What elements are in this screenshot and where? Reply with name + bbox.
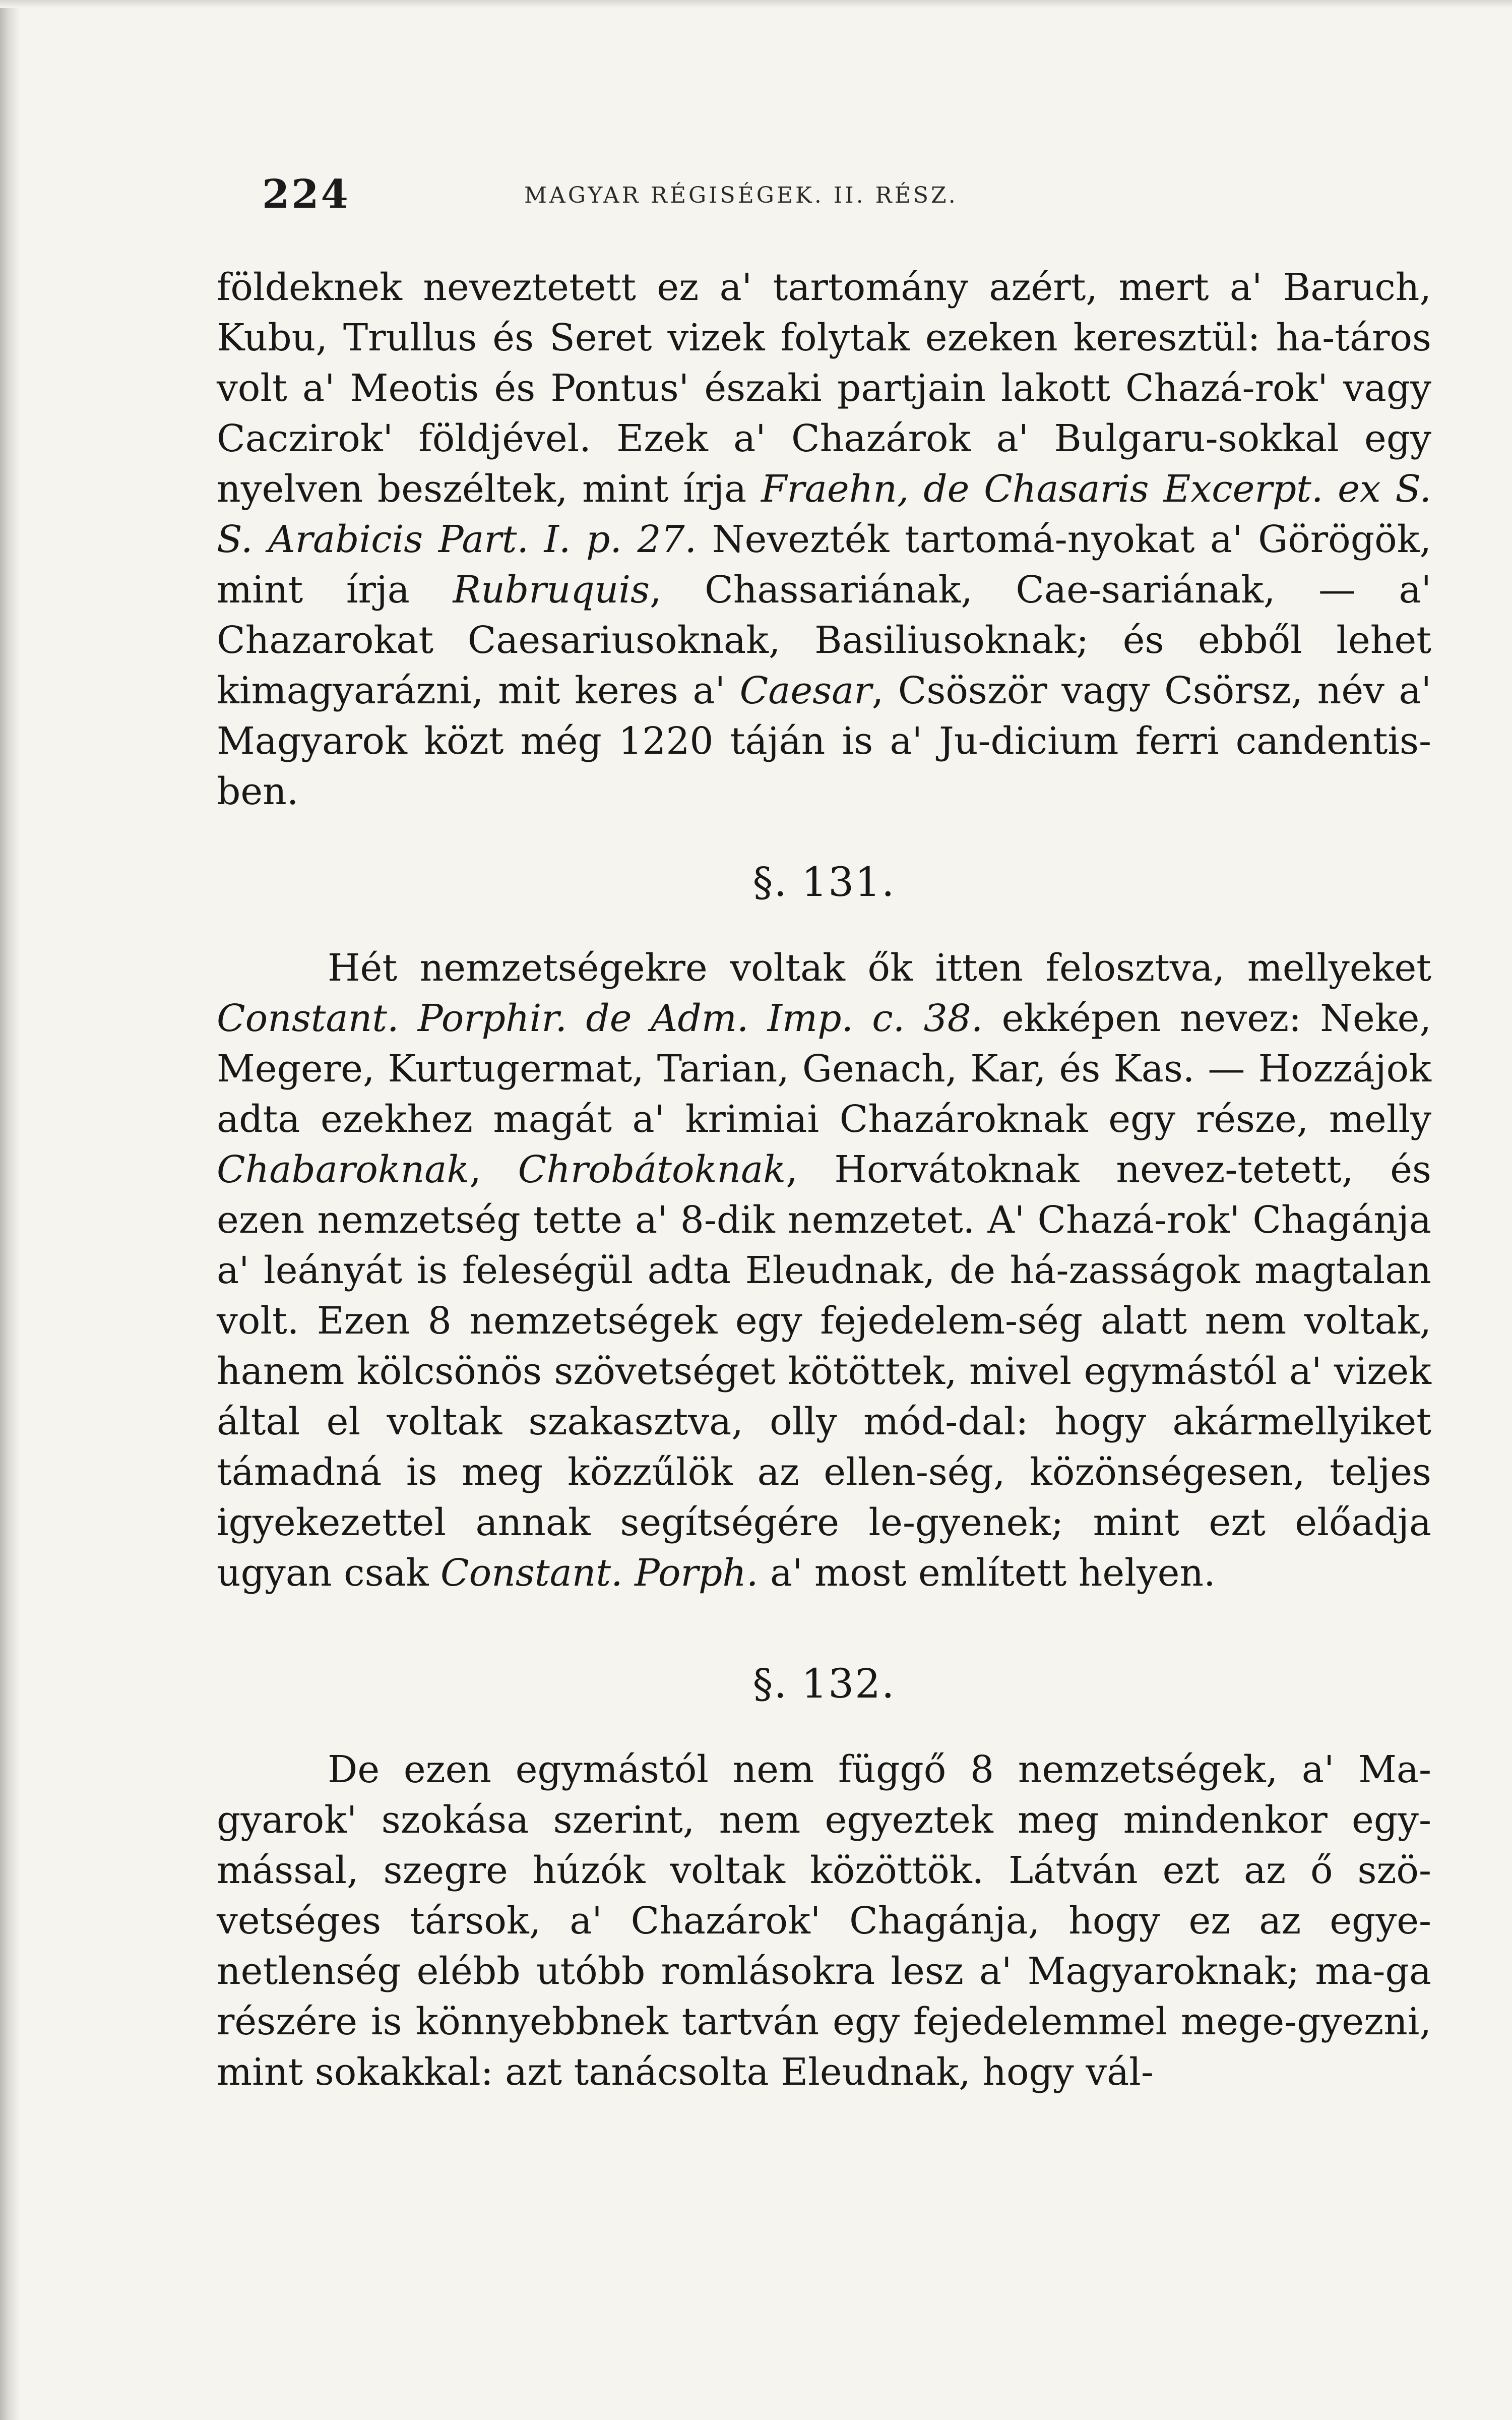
- paragraph-continuation: [217, 262, 1431, 817]
- body-text: [217, 262, 1431, 2097]
- binding-shadow: [0, 0, 20, 2420]
- text-run: , Csöször vagy Csörsz, név a' Magyarok közt még 1220 táján is a' Ju-dicium ferri candentis-ben.: [217, 669, 1431, 813]
- text-run: Hét nemzetségekre voltak ők itten felosztva, mellyeket: [328, 946, 1431, 990]
- term-chrobatoknak: Chrobátoknak: [518, 1148, 786, 1191]
- text-run: földeknek neveztetett ez a' tartomány azért, mert a' Baruch, Kubu, Trullus és Seret vizek folytak ezeken keresztül: ha-táros volt a' Meotis és Pontus' északi partjain lakott Chazá-rok' vagy Caczirok' földjével. Ezek a' Chazárok a' Bulgaru-sokkal egy nyelven beszéltek, mint írja: [217, 266, 1431, 511]
- section-heading-131: §. 131.: [752, 859, 896, 905]
- text-run: ekképen nevez: Neke, Megere, Kurtugermat, Tarian, Genach, Kar, és Kas. — Hozzájok adta ezekhez magát a' krimiai Chazároknak egy része, melly: [217, 997, 1431, 1141]
- paragraph-section-132: De ezen egymástól nem függő 8 nemzetségek, a' Ma-gyarok' szokása szerint, nem egyeztek meg mindenkor egy-mással, szegre húzók voltak közöttök. Látván ezt az ő szö-vetséges társok, a' Chazárok' Chagánja, hogy ez az egye-netlenség elébb utóbb romlásokra lesz a' Magyaroknak; ma-ga részére is könnyebbnek tartván egy fejedelemmel mege-gyezni, mint sokakkal: azt tanácsolta Eleudnak, hogy vál-: [217, 1748, 1431, 2094]
- section-heading-132: §. 132.: [752, 1660, 896, 1707]
- text-run: , Horvátoknak nevez-tetett, és ezen nemzetség tette a' 8-dik nemzetet. A' Chazá-rok' Chagánja a' leányát is feleségül adta Eleudnak, de há-zasságok magtalan volt. Ezen 8 nemzetségek egy fejedelem-ség alatt nem voltak, hanem kölcsönös szövetséget kötöttek, mivel egymástól a' vizek által el voltak szakasztva, olly mód-dal: hogy akármellyiket támadná is meg közzűlök az ellen-ség, közönségesen, teljes igyekezettel annak segítségére le-gyenek; mint ezt előadja ugyan csak: [217, 1148, 1431, 1595]
- page-number: 224: [262, 171, 350, 217]
- text-run: , Chassariának, Cae-sariának, — a' Chazarokat Caesariusoknak, Basiliusoknak; és ebből lehet kimagyarázni, mit keres a': [217, 568, 1431, 712]
- citation-caesar: Caesar: [739, 669, 872, 712]
- term-chabaroknak: Chabaroknak: [217, 1148, 470, 1191]
- citation-constant-porph: Constant. Porph.: [440, 1551, 759, 1595]
- citation-constant-porphir: Constant. Porphir. de Adm. Imp. c. 38.: [217, 997, 983, 1040]
- text-run: ,: [469, 1148, 518, 1191]
- text-run: a' most említett helyen.: [758, 1551, 1216, 1595]
- paragraph-section-131: [217, 943, 1431, 1598]
- page-top-edge: [0, 0, 1512, 8]
- citation-fraehn: Fraehn, de Chasaris Excerpt. ex S. S. Arabicis Part. I. p. 27.: [217, 467, 1431, 561]
- text-run: Nevezték tartomá-nyokat a' Görögök, mint írja: [217, 518, 1431, 612]
- citation-rubruquis: Rubruquis: [453, 568, 650, 612]
- running-head: [262, 171, 1462, 227]
- running-title: MAGYAR RÉGISÉGEK. II. RÉSZ.: [524, 183, 958, 208]
